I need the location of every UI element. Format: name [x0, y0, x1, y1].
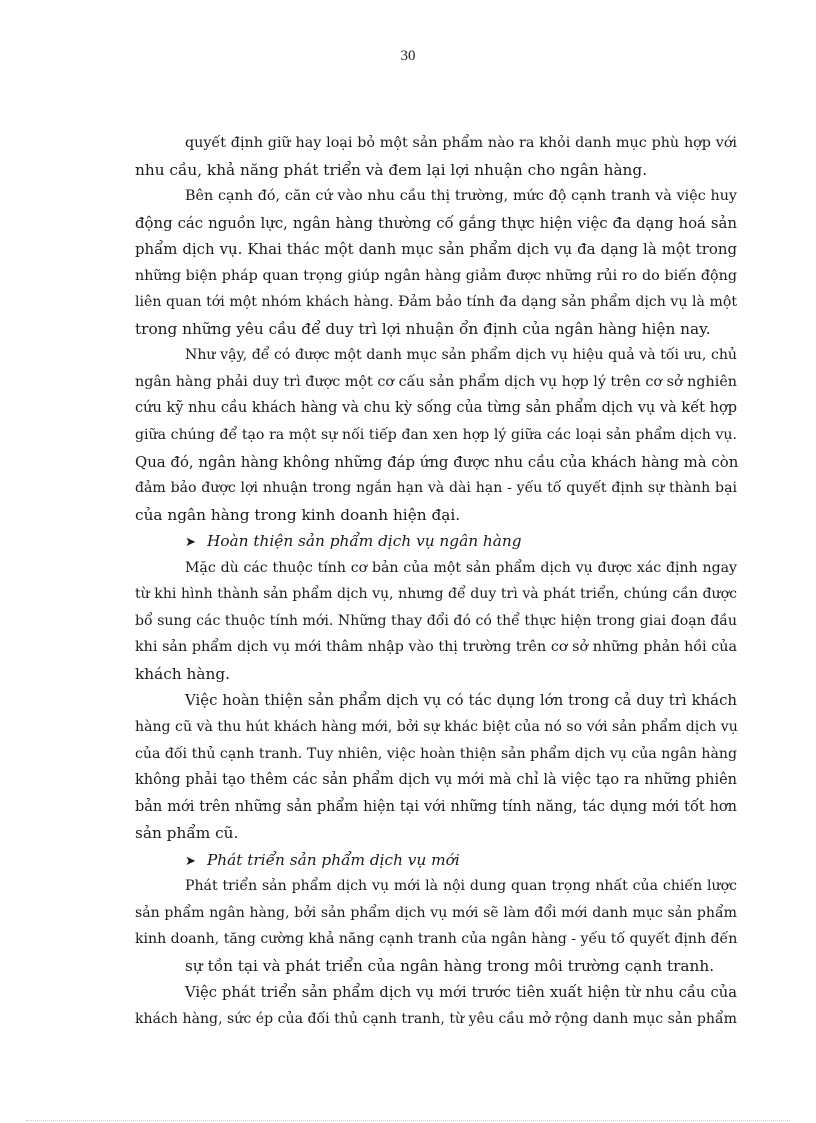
text-line: Phát triển sản phẩm dịch vụ mới là nội dung quan trọng nhất của chiến lược	[185, 878, 737, 895]
text-line: Qua đó, ngân hàng không những đáp ứng được nhu cầu của khách hàng mà còn	[135, 452, 739, 471]
text-line: Việc hoàn thiện sản phẩm dịch vụ có tác dụng lớn trong cả duy trì khách	[185, 691, 737, 710]
section-heading-text: Phát triển sản phẩm dịch vụ mới	[207, 850, 460, 869]
text-line: từ khi hình thành sản phẩm dịch vụ, nhưng để duy trì và phát triển, chúng cần được	[135, 586, 737, 603]
section-heading-text: Hoàn thiện sản phẩm dịch vụ ngân hàng	[207, 532, 522, 551]
text-line: ngân hàng phải duy trì được một cơ cấu sản phẩm dịch vụ hợp lý trên cơ sở nghiên	[135, 373, 737, 390]
text-line: của đối thủ cạnh tranh. Tuy nhiên, việc hoàn thiện sản phẩm dịch vụ của ngân hàng	[135, 745, 737, 762]
text-line: bản mới trên những sản phẩm hiện tại với những tính năng, tác dụng mới tốt hơn	[135, 798, 737, 815]
text-line: sự tồn tại và phát triển của ngân hàng trong môi trường cạnh tranh.	[185, 956, 715, 975]
text-line: Bên cạnh đó, căn cứ vào nhu cầu thị trường, mức độ cạnh tranh và việc huy	[185, 188, 737, 205]
text-line: cứu kỹ nhu cầu khách hàng và chu kỳ sống của từng sản phẩm dịch vụ và kết hợp	[135, 400, 737, 417]
text-line: khách hàng.	[135, 664, 231, 683]
text-line: khách hàng, sức ép của đối thủ cạnh tranh, từ yêu cầu mở rộng danh mục sản phẩm	[135, 1011, 737, 1028]
arrow-bullet-icon: ➤	[185, 535, 196, 551]
text-line: Như vậy, để có được một danh mục sản phẩm dịch vụ hiệu quả và tối ưu, chủ	[185, 347, 737, 364]
text-line: bổ sung các thuộc tính mới. Những thay đổi đó có thể thực hiện trong giai đoạn đầu	[135, 612, 737, 629]
arrow-bullet-icon: ➤	[185, 853, 196, 869]
text-line: những biện pháp quan trọng giúp ngân hàng giảm được những rủi ro do biến động	[135, 267, 737, 284]
text-line: liên quan tới một nhóm khách hàng. Đảm bảo tính đa dạng sản phẩm dịch vụ là một	[135, 294, 737, 311]
text-line: sản phẩm ngân hàng, bởi sản phẩm dịch vụ mới sẽ làm đổi mới danh mục sản phẩm	[135, 904, 737, 921]
text-line: sản phẩm cũ.	[135, 824, 239, 843]
text-line: nhu cầu, khả năng phát triển và đem lại lợi nhuận cho ngân hàng.	[135, 160, 648, 179]
text-line: giữa chúng để tạo ra một sự nối tiếp đan xen hợp lý giữa các loại sản phẩm dịch vụ.	[135, 427, 737, 444]
text-line: kinh doanh, tăng cường khả năng cạnh tranh của ngân hàng - yếu tố quyết định đến	[135, 931, 738, 948]
text-line: trong những yêu cầu để duy trì lợi nhuận ổn định của ngân hàng hiện nay.	[135, 319, 711, 338]
section-heading	[135, 528, 737, 555]
text-line: quyết định giữ hay loại bỏ một sản phẩm nào ra khỏi danh mục phù hợp với	[185, 135, 737, 151]
text-line: Việc phát triển sản phẩm dịch vụ mới trước tiên xuất hiện từ nhu cầu của	[185, 983, 737, 1001]
footer-divider	[26, 1120, 790, 1121]
text-line: hàng cũ và thu hút khách hàng mới, bởi sự khác biệt của nó so với sản phẩm dịch vụ	[135, 719, 738, 736]
section-heading	[135, 847, 737, 874]
text-line: của ngân hàng trong kinh doanh hiện đại.	[135, 505, 461, 524]
text-line: động các nguồn lực, ngân hàng thường cố gắng thực hiện việc đa dạng hoá sản	[135, 213, 737, 232]
text-line: Mặc dù các thuộc tính cơ bản của một sản phẩm dịch vụ được xác định ngay	[185, 559, 737, 576]
body-text	[135, 130, 737, 1033]
text-line: đảm bảo được lợi nhuận trong ngắn hạn và dài hạn - yếu tố quyết định sự thành bại	[135, 480, 737, 497]
text-line: khi sản phẩm dịch vụ mới thâm nhập vào thị trường trên cơ sở những phản hồi của	[135, 639, 737, 656]
text-line: không phải tạo thêm các sản phẩm dịch vụ mới mà chỉ là việc tạo ra những phiên	[135, 772, 737, 789]
text-line: phẩm dịch vụ. Khai thác một danh mục sản phẩm dịch vụ đa dạng là một trong	[135, 240, 737, 259]
page-number: 30	[400, 48, 416, 64]
